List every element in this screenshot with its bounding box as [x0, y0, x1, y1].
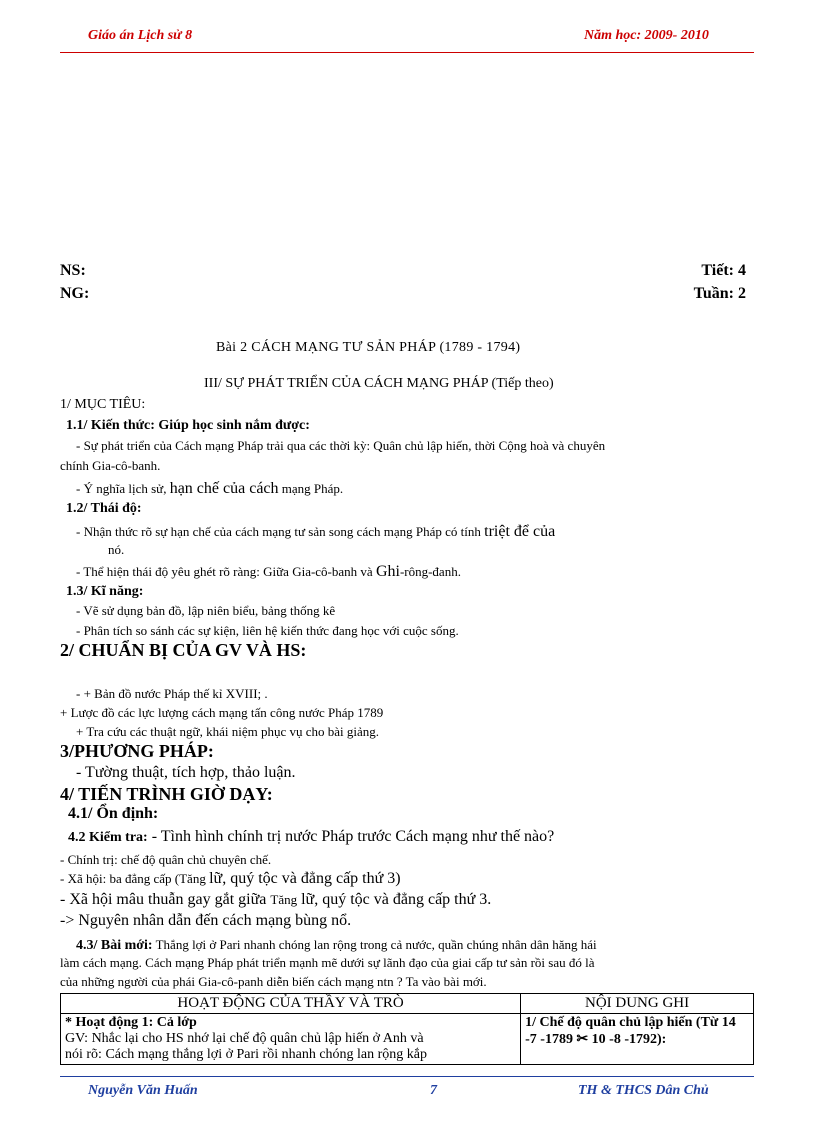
- section-title: III/ SỰ PHÁT TRIỂN CỦA CÁCH MẠNG PHÁP (Tiếp theo): [204, 376, 554, 391]
- process-heading: 4/ TIẾN TRÌNH GIỜ DẠY:: [60, 784, 273, 804]
- ng-label: NG:: [60, 285, 90, 302]
- new-lesson-text-2: làm cách mạng. Cách mạng Pháp phát triển mạnh mẽ dưới sự lãnh đạo của giai cấp tư sản rồi sau đó là: [60, 955, 595, 970]
- skills-line-1: - Vẽ sử dụng bản đồ, lập niên biểu, bảng thống kê: [76, 603, 336, 618]
- knowledge-line-1: - Sự phát triển của Cách mạng Pháp trải qua các thời kỳ: Quân chủ lập hiến, thời Cộng hoà và chuyên: [76, 438, 606, 453]
- new-lesson-heading: 4.3/ Bài mới:: [76, 938, 153, 953]
- knowledge-line-2-a: - Ý nghĩa lịch sử,: [76, 481, 170, 496]
- header-school-year: Năm học: 2009- 2010: [584, 28, 709, 43]
- content-line-1: 1/ Chế độ quân chủ lập hiến (Từ 14: [525, 1015, 736, 1030]
- table-row: [61, 1014, 754, 1065]
- stabilize-heading: 4.1/ Ổn định:: [68, 805, 159, 822]
- new-lesson-line-1: [76, 936, 597, 954]
- col-content-header: NỘI DUNG GHI: [521, 994, 754, 1014]
- answer-society: [60, 870, 401, 888]
- answer-cause: -> Nguyên nhân dẫn đến cách mạng bùng nổ.: [60, 912, 352, 929]
- ns-label: NS:: [60, 262, 86, 279]
- footer-school: TH & THCS Dân Chủ: [578, 1083, 709, 1098]
- footer-author: Nguyễn Văn Huấn: [88, 1083, 198, 1098]
- header-subject: Giáo án Lịch sử 8: [88, 28, 193, 43]
- answer-politics: - Chính trị: chế độ quân chủ chuyên chế.: [60, 852, 272, 867]
- tuan-label: Tuần: 2: [693, 285, 746, 302]
- skills-heading: 1.3/ Kĩ năng:: [66, 584, 144, 599]
- knowledge-line-2-c: mạng Pháp.: [278, 481, 344, 496]
- knowledge-heading: 1.1/ Kiến thức: Giúp học sinh nắm được:: [66, 418, 310, 433]
- tiet-label: Tiết: 4: [701, 262, 746, 279]
- table-header-row: [61, 994, 754, 1014]
- attitude-line-1: [76, 523, 555, 541]
- attitude-line-1-a: - Nhận thức rõ sự hạn chế của cách mạng tư sản song cách mạng Pháp có tính: [76, 524, 485, 539]
- answer-conflict-a: - Xã hội mâu thuẫn gay gắt giữa: [60, 891, 271, 908]
- method-heading: 3/PHƯƠNG PHÁP:: [60, 741, 214, 761]
- attitude-line-2-b: Ghi: [375, 563, 400, 580]
- preparation-line-2: + Lược đồ các lực lượng cách mạng tấn công nước Pháp 1789: [60, 705, 384, 720]
- new-lesson-text-3: của những người của phái Gia-cô-panh diễn biến cách mạng ntn ? Ta vào bài mới.: [60, 974, 487, 989]
- knowledge-line-2: [76, 480, 343, 498]
- new-lesson-text-1: Thắng lợi ở Pari nhanh chóng lan rộng trong cả nước, quần chúng nhân dân hăng hái: [152, 937, 597, 952]
- preparation-heading: 2/ CHUẨN BỊ CỦA GV VÀ HS:: [60, 640, 307, 660]
- answer-conflict-b: Tăng: [270, 892, 298, 907]
- review-heading: 4.2 Kiểm tra:: [68, 830, 148, 845]
- method-item: - Tường thuật, tích hợp, thảo luận.: [76, 764, 296, 781]
- header-rule: [60, 52, 754, 53]
- activity-table: [60, 993, 754, 1065]
- content-cell: [521, 1014, 754, 1065]
- knowledge-line-1-cont: chính Gia-cô-banh.: [60, 458, 161, 473]
- answer-society-a: - Xã hội: ba đẳng cấp (Tăng: [60, 871, 210, 886]
- content-line-2: -7 -1789 ✂ 10 -8 -1792):: [525, 1032, 667, 1047]
- activity-text-1: GV: Nhắc lại cho HS nhớ lại chế độ quân chủ lập hiến ở Anh và: [65, 1031, 424, 1046]
- footer-page-number: 7: [430, 1083, 437, 1098]
- objectives-heading: 1/ MỤC TIÊU:: [60, 397, 146, 412]
- skills-line-2: - Phân tích so sánh các sự kiện, liên hệ kiến thức đang học với cuộc sống.: [76, 623, 459, 638]
- attitude-heading: 1.2/ Thái độ:: [66, 501, 142, 516]
- preparation-line-3: + Tra cứu các thuật ngữ, khái niệm phục vụ cho bài giảng.: [76, 724, 380, 739]
- answer-conflict: [60, 891, 491, 909]
- answer-conflict-c: lữ, quý tộc và đẳng cấp thứ 3.: [297, 891, 492, 908]
- attitude-line-2: [76, 563, 461, 581]
- attitude-line-1-b: triệt để của: [484, 523, 556, 540]
- review-line: [68, 828, 554, 846]
- lesson-title: Bài 2 CÁCH MẠNG TƯ SẢN PHÁP (1789 - 1794): [216, 340, 521, 355]
- activity-title: * Hoạt động 1: Cả lớp: [65, 1015, 197, 1030]
- attitude-line-2-c: -rông-đanh.: [399, 564, 461, 579]
- attitude-line-1-cont: nó.: [108, 542, 125, 557]
- activity-text-2: nói rõ: Cách mạng thắng lợi ở Pari rồi nhanh chóng lan rộng kắp: [65, 1047, 428, 1062]
- review-question: - Tình hình chính trị nước Pháp trước Cách mạng như thế nào?: [147, 828, 555, 845]
- footer-rule: [60, 1076, 754, 1077]
- preparation-line-1: - + Bản đồ nước Pháp thế kỉ XVIII; .: [76, 686, 268, 701]
- knowledge-line-2-b: hạn chế của cách: [169, 480, 279, 497]
- attitude-line-2-a: - Thể hiện thái độ yêu ghét rõ ràng: Giữa Gia-cô-banh và: [76, 564, 376, 579]
- activity-cell: [61, 1014, 521, 1065]
- col-activities-header: HOẠT ĐỘNG CỦA THẦY VÀ TRÒ: [61, 994, 521, 1014]
- answer-society-b: lữ, quý tộc và đẳng cấp thứ 3): [209, 870, 401, 887]
